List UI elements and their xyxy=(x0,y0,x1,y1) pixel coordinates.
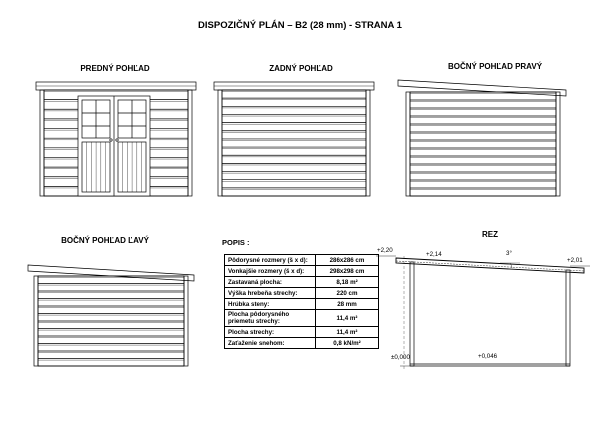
spec-value: 220 cm xyxy=(316,288,379,299)
spec-row xyxy=(225,277,379,288)
spec-value: 286x286 cm xyxy=(316,255,379,266)
spec-label: Zaťaženie snehom: xyxy=(225,338,316,349)
spec-table xyxy=(224,254,379,349)
left-view-label: BOČNÝ POHĽAD ĽAVÝ xyxy=(61,236,149,245)
spec-value: 28 mm xyxy=(316,299,379,310)
front-view-label: PREDNÝ POHĽAD xyxy=(80,64,150,73)
spec-row xyxy=(225,288,379,299)
right-view-label: BOČNÝ POHĽAD PRAVÝ xyxy=(447,62,543,71)
spec-label: Pôdorysné rozmery (š x d): xyxy=(225,255,316,266)
spec-row xyxy=(225,255,379,266)
spec-value: 298x298 cm xyxy=(316,266,379,277)
spec-row xyxy=(225,327,379,338)
spec-label: Výška hrebeňa strechy: xyxy=(225,288,316,299)
back-view-label: ZADNÝ POHĽAD xyxy=(269,64,333,73)
dim-top-mid: +2,14 xyxy=(426,251,442,258)
spec-label: Plocha strechy: xyxy=(225,327,316,338)
dim-base-mid: +0,046 xyxy=(478,353,498,360)
spec-label: Vonkajšie rozmery (š x d): xyxy=(225,266,316,277)
spec-value: 11,4 m² xyxy=(316,310,379,327)
dim-base-left: ±0,000 xyxy=(391,354,410,361)
popis-heading: POPIS : xyxy=(222,238,250,247)
spec-value: 8,18 m² xyxy=(316,277,379,288)
spec-row xyxy=(225,266,379,277)
spec-row xyxy=(225,299,379,310)
spec-row xyxy=(225,338,379,349)
spec-value: 0,8 kN/m² xyxy=(316,338,379,349)
dim-right: +2,01 xyxy=(567,257,583,264)
dim-top-left: +2,20 xyxy=(377,247,393,254)
spec-value: 11,4 m² xyxy=(316,327,379,338)
spec-label: Hrúbka steny: xyxy=(225,299,316,310)
spec-row xyxy=(225,310,379,327)
spec-label: Plocha pôdorysného priemetu strechy: xyxy=(225,310,316,327)
page-title: DISPOZIČNÝ PLÁN – B2 (28 mm) - STRANA 1 xyxy=(198,20,402,31)
spec-label: Zastavaná plocha: xyxy=(225,277,316,288)
dim-angle: 3° xyxy=(506,250,512,257)
section-view-label: REZ xyxy=(482,230,498,239)
